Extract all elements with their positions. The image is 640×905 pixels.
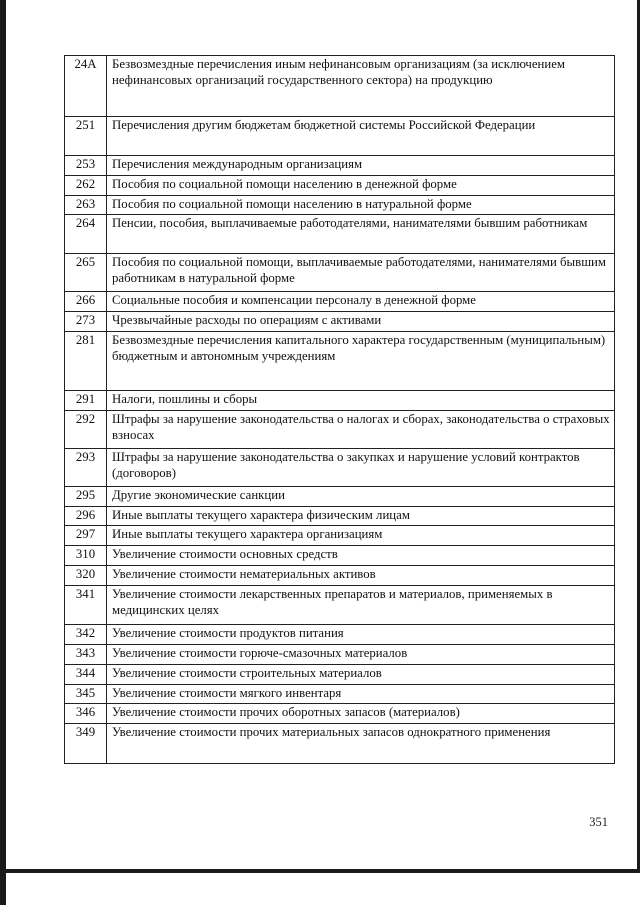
row-description: Увеличение стоимости строительных материалов xyxy=(107,664,615,684)
row-description: Иные выплаты текущего характера организациям xyxy=(107,526,615,546)
table-row xyxy=(65,448,615,486)
row-description: Безвозмездные перечисления иным нефинансовым организациям (за исключением нефинансовых организаций государственного сектора) на продукцию xyxy=(107,56,615,117)
row-code: 342 xyxy=(65,625,107,645)
row-code: 341 xyxy=(65,586,107,625)
table-row xyxy=(65,410,615,448)
row-code: 262 xyxy=(65,175,107,195)
row-code: 296 xyxy=(65,506,107,526)
row-code: 264 xyxy=(65,215,107,254)
row-code: 320 xyxy=(65,566,107,586)
row-description: Чрезвычайные расходы по операциям с активами xyxy=(107,312,615,332)
row-description: Социальные пособия и компенсации персоналу в денежной форме xyxy=(107,292,615,312)
table-row xyxy=(65,292,615,312)
row-description: Увеличение стоимости лекарственных препаратов и материалов, применяемых в медицинских целях xyxy=(107,586,615,625)
row-code: 293 xyxy=(65,448,107,486)
scan-border-bottom xyxy=(0,869,640,873)
table-row xyxy=(65,684,615,704)
table-row xyxy=(65,566,615,586)
table-row xyxy=(65,390,615,410)
row-code: 265 xyxy=(65,254,107,292)
page-number: 351 xyxy=(589,815,608,829)
table-row xyxy=(65,486,615,506)
row-code: 251 xyxy=(65,117,107,156)
scan-border-left xyxy=(0,0,6,905)
row-code: 292 xyxy=(65,410,107,448)
row-code: 253 xyxy=(65,156,107,176)
row-code: 24A xyxy=(65,56,107,117)
row-code: 263 xyxy=(65,195,107,215)
row-code: 295 xyxy=(65,486,107,506)
table-row xyxy=(65,644,615,664)
table-row xyxy=(65,175,615,195)
row-description: Увеличение стоимости прочих материальных запасов однократного применения xyxy=(107,724,615,764)
table-row xyxy=(65,586,615,625)
row-code: 273 xyxy=(65,312,107,332)
row-description: Перечисления международным организациям xyxy=(107,156,615,176)
row-code: 266 xyxy=(65,292,107,312)
table-row xyxy=(65,664,615,684)
table-row xyxy=(65,724,615,764)
row-description: Другие экономические санкции xyxy=(107,486,615,506)
row-description: Увеличение стоимости основных средств xyxy=(107,546,615,566)
table-row xyxy=(65,254,615,292)
row-description: Штрафы за нарушение законодательства о закупках и нарушение условий контрактов (договоров) xyxy=(107,448,615,486)
table-row xyxy=(65,625,615,645)
row-code: 345 xyxy=(65,684,107,704)
table-row xyxy=(65,56,615,117)
row-description: Пособия по социальной помощи населению в натуральной форме xyxy=(107,195,615,215)
row-description: Увеличение стоимости горюче-смазочных материалов xyxy=(107,644,615,664)
row-description: Пенсии, пособия, выплачиваемые работодателями, нанимателями бывшим работникам xyxy=(107,215,615,254)
expense-codes-table xyxy=(64,55,615,764)
table-row xyxy=(65,546,615,566)
table-row xyxy=(65,312,615,332)
table-row xyxy=(65,215,615,254)
table-row xyxy=(65,506,615,526)
table-row xyxy=(65,156,615,176)
row-description: Увеличение стоимости прочих оборотных запасов (материалов) xyxy=(107,704,615,724)
row-description: Налоги, пошлины и сборы xyxy=(107,390,615,410)
table-row xyxy=(65,526,615,546)
table-row xyxy=(65,331,615,390)
row-code: 310 xyxy=(65,546,107,566)
row-description: Увеличение стоимости нематериальных активов xyxy=(107,566,615,586)
row-code: 291 xyxy=(65,390,107,410)
row-code: 349 xyxy=(65,724,107,764)
row-code: 343 xyxy=(65,644,107,664)
row-description: Пособия по социальной помощи, выплачиваемые работодателями, нанимателями бывшим работникам в натуральной форме xyxy=(107,254,615,292)
row-code: 297 xyxy=(65,526,107,546)
row-code: 344 xyxy=(65,664,107,684)
table-row xyxy=(65,704,615,724)
table-row xyxy=(65,117,615,156)
row-description: Иные выплаты текущего характера физическим лицам xyxy=(107,506,615,526)
row-description: Увеличение стоимости продуктов питания xyxy=(107,625,615,645)
row-description: Пособия по социальной помощи населению в денежной форме xyxy=(107,175,615,195)
table-row xyxy=(65,195,615,215)
row-code: 346 xyxy=(65,704,107,724)
row-description: Увеличение стоимости мягкого инвентаря xyxy=(107,684,615,704)
row-description: Штрафы за нарушение законодательства о налогах и сборах, законодательства о страховых взносах xyxy=(107,410,615,448)
row-description: Безвозмездные перечисления капитального характера государственным (муниципальным) бюджетным и автономным учреждениям xyxy=(107,331,615,390)
row-code: 281 xyxy=(65,331,107,390)
row-description: Перечисления другим бюджетам бюджетной системы Российской Федерации xyxy=(107,117,615,156)
